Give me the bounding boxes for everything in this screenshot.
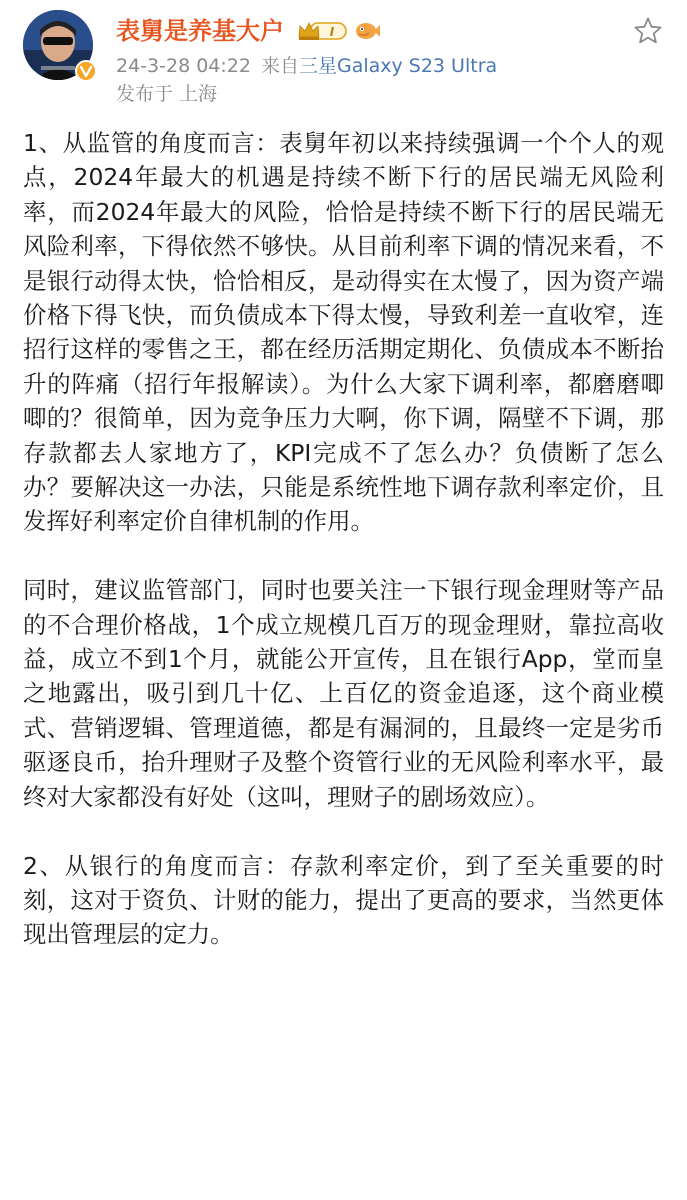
post-header bbox=[0, 0, 687, 118]
verified-badge-icon bbox=[75, 60, 97, 82]
username[interactable]: 表舅是养基大户 bbox=[116, 17, 284, 45]
avatar-container[interactable] bbox=[23, 10, 93, 80]
crown-badge-label: I bbox=[329, 25, 335, 39]
post-meta bbox=[116, 53, 497, 79]
crown-badge-icon[interactable] bbox=[296, 20, 348, 42]
source-prefix: 来自 bbox=[260, 55, 299, 77]
verified-v-icon bbox=[77, 62, 95, 80]
device-link[interactable]: 三星Galaxy S23 Ultra bbox=[298, 55, 498, 77]
post-time: 24-3-28 04:22 bbox=[116, 55, 251, 77]
star-icon[interactable] bbox=[633, 16, 663, 46]
post-location: 发布于 上海 bbox=[116, 83, 218, 105]
post-paragraph-2: 同时，建议监管部门，同时也要关注一下银行现金理财等产品的不合理价格战，1个成立规模几百万的现金理财，靠拉高收益，成立不到1个月，就能公开宣传，且在银行App，堂而皇之地露出，吸引到几十亿、上百亿的资金追逐，这个商业模式、营销逻辑、管理道德，都是有漏洞的，且最终一定是劣币驱逐良币，抬升理财子及整个资管行业的无风险利率水平，最终对大家都没有好处（这叫，理财子的剧场效应）。 bbox=[23, 576, 664, 811]
post-body bbox=[23, 126, 664, 986]
post-paragraph-3: 2、从银行的角度而言：存款利率定价，到了至关重要的时刻，这对于资负、计财的能力，提出了更高的要求，当然更体现出管理层的定力。 bbox=[23, 851, 664, 949]
username-row bbox=[116, 14, 380, 48]
fish-badge-icon[interactable] bbox=[354, 20, 380, 42]
post-paragraph-1: 1、从监管的角度而言：表舅年初以来持续强调一个个人的观点，2024年最大的机遇是持续不断下行的居民端无风险利率，而2024年最大的风险，恰恰是持续不断下行的居民端无风险利率，下得依然不够快。从目前利率下调的情况来看，不是银行动得太快，恰恰相反，是动得实在太慢了，因为资产端价格下得飞快，而负债成本下得太慢，导致利差一直收窄，连招行这样的零售之王，都在经历活期定期化、负债成本不断抬升的阵痛（招行年报解读）。为什么大家下调利率，都磨磨唧唧的？很简单，因为竞争压力大啊，你下调，隔壁不下调，那存款都去人家地方了，KPI完成不了怎么办？负债断了怎么办？要解决这一办法，只能是系统性地下调存款利率定价，且发挥好利率定价自律机制的作用。 bbox=[23, 129, 664, 536]
